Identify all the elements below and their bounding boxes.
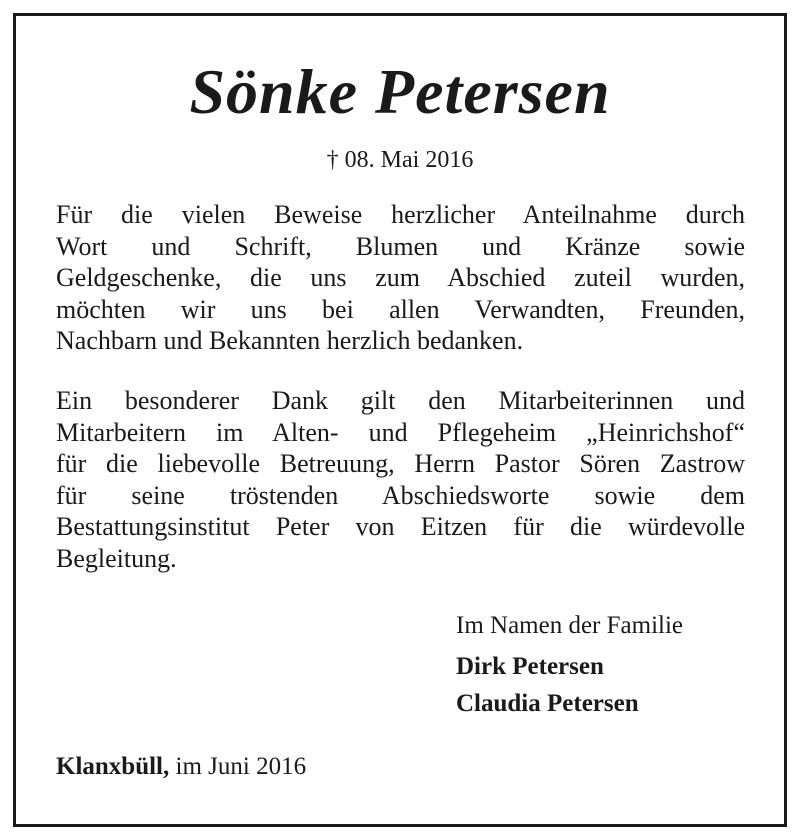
text-line: Ein besonderer Dank gilt den Mitarbeiterinnen und [56,386,745,415]
text-line: Geldgeschenke, die uns zum Abschied zuteil wurden, [56,263,745,292]
text-line: Nachbarn und Bekannten herzlich bedanken. [56,326,524,355]
signatory-name: Dirk Petersen [456,653,604,680]
thanks-paragraph-1 [56,199,745,357]
place-and-date [56,751,306,783]
text-line: Wort und Schrift, Blumen und Kränze sowie [56,231,745,261]
thanks-paragraph-2 [56,385,745,574]
text-line: möchten wir uns bei allen Verwandten, Freunden, [56,294,745,324]
deceased-name: Sönke Petersen [189,56,611,127]
signatory-name: Claudia Petersen [456,690,639,717]
death-date: † 08. Mai 2016 [326,147,474,173]
date-text: im Juni 2016 [169,753,307,780]
place: Klanxbüll, [56,753,170,780]
signature-intro: Im Namen der Familie [456,612,684,639]
text-line: Begleitung. [56,543,177,573]
text-line: für die liebevolle Betreuung, Herrn Pastor Sören Zastrow [56,449,745,478]
text-line: Mitarbeitern im Alten- und Pflegeheim „Heinrichshof“ [56,417,745,447]
text-line: für seine tröstenden Abschiedsworte sowie dem [56,480,745,510]
text-line: Bestattungsinstitut Peter von Eitzen für die würdevolle [56,512,745,541]
text-line: Für die vielen Beweise herzlicher Anteilnahme durch [56,200,745,229]
